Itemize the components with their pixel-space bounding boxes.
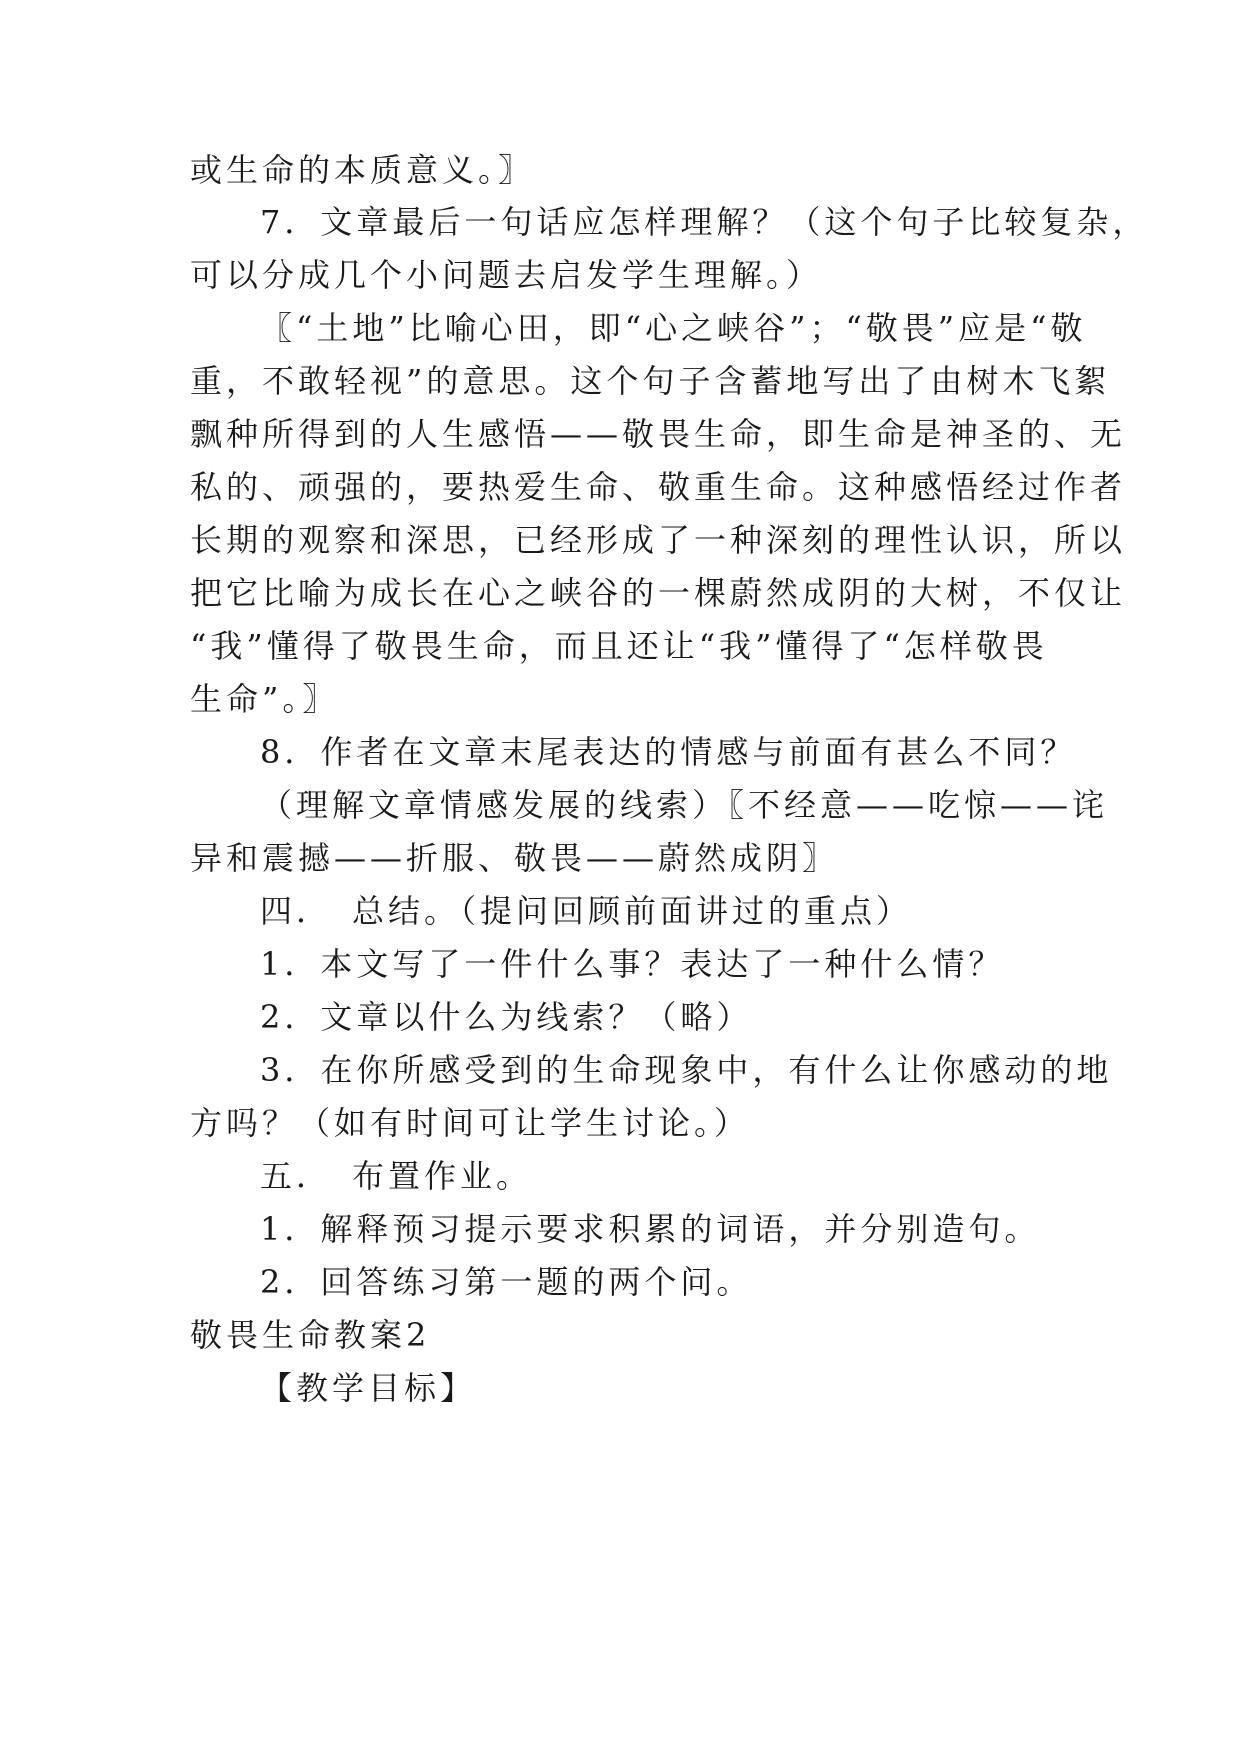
text-line: 长期的观察和深思，已经形成了一种深刻的理性认识，所以 (190, 521, 1127, 559)
summary-item-1: 1．本文写了一件什么事？表达了一种什么情？ (260, 945, 1005, 983)
homework-item-2: 2．回答练习第一题的两个问。 (260, 1263, 753, 1301)
text-line: 私的、顽强的，要热爱生命、敬重生命。这种感悟经过作者 (190, 468, 1127, 506)
text-line: “我”懂得了敬畏生命，而且还让“我”懂得了“怎样敬畏 (190, 627, 1048, 665)
question-7-line: 7．文章最后一句话应怎样理解？（这个句子比较复杂， (260, 203, 1149, 241)
summary-item-2: 2．文章以什么为线索？（略） (260, 998, 753, 1036)
text-line: 把它比喻为成长在心之峡谷的一棵蔚然成阴的大树，不仅让 (190, 574, 1127, 612)
homework-item-1: 1．解释预习提示要求积累的词语，并分别造句。 (260, 1210, 1041, 1248)
section-summary-heading: 四． 总结。（提问回顾前面讲过的重点） (260, 892, 913, 930)
text-line: 飘种所得到的人生感悟——敬畏生命，即生命是神圣的、无 (190, 415, 1127, 453)
lesson-plan-title: 敬畏生命教案2 (190, 1316, 431, 1354)
section-homework-heading: 五． 布置作业。 (260, 1157, 533, 1195)
teaching-goals-heading: 【教学目标】 (260, 1369, 477, 1407)
text-line: 异和震撼——折服、敬畏——蔚然成阴〗 (190, 839, 839, 877)
text-line: 方吗？（如有时间可让学生讨论。） (190, 1104, 751, 1142)
text-line: 可以分成几个小问题去启发学生理解。） (190, 256, 823, 294)
answer-7-line: 〖“土地”比喻心田，即“心之峡谷”；“敬畏”应是“敬 (260, 309, 1087, 347)
text-line: 或生命的本质意义。〗 (190, 151, 535, 189)
question-8-line: 8．作者在文章末尾表达的情感与前面有甚么不同？ (260, 733, 1077, 771)
text-line: 重，不敢轻视”的意思。这个句子含蓄地写出了由树木飞絮 (190, 362, 1111, 400)
text-line: （理解文章情感发展的线索）〖不经意——吃惊——诧 (260, 786, 1109, 824)
text-line: 生命”。〗 (190, 680, 339, 718)
summary-item-3: 3．在你所感受到的生命现象中，有什么让你感动的地 (260, 1051, 1113, 1089)
